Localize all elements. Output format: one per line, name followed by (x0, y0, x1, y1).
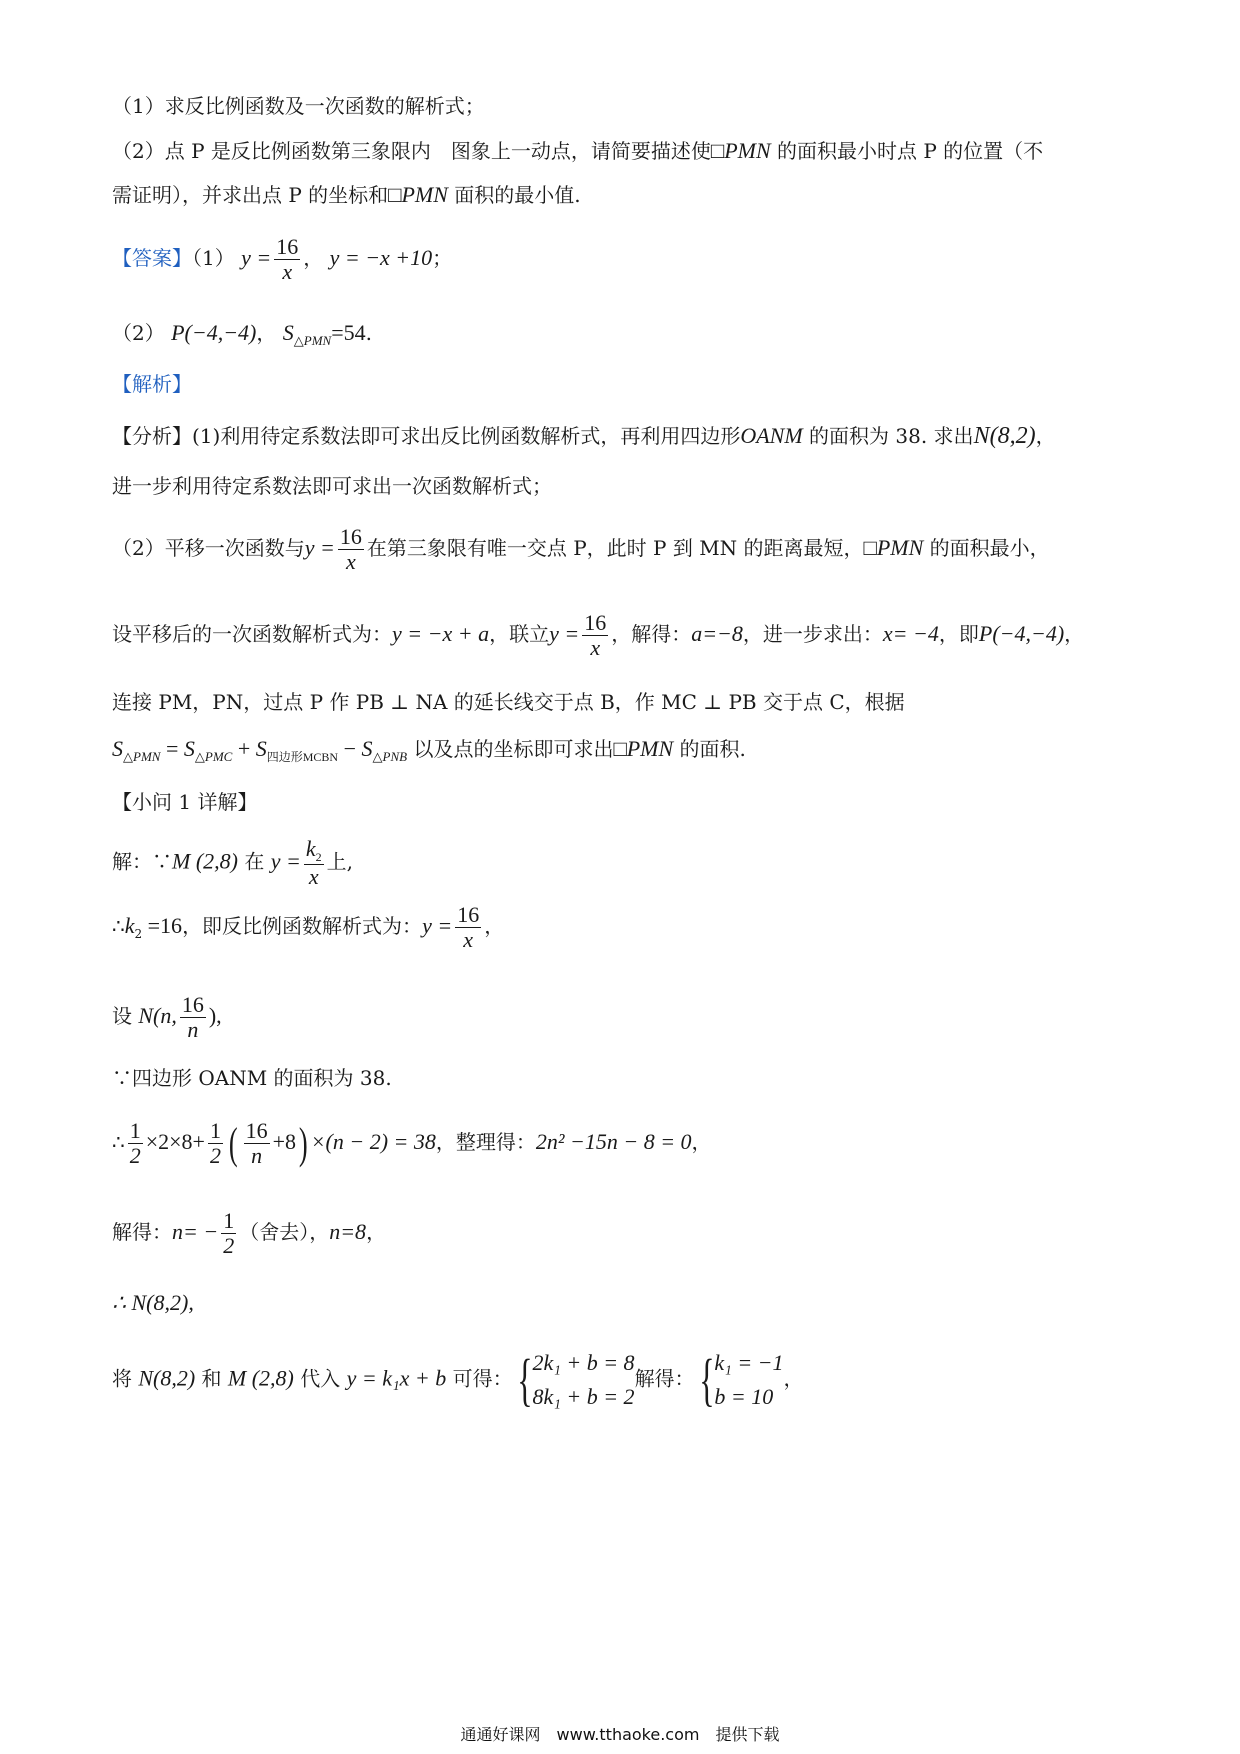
fenxi-line-2: 进一步利用待定系数法即可求出一次函数解析式； (112, 474, 552, 498)
s1-fraction: $\frac{k_2}{x}$ (305, 836, 322, 889)
pmn-symbol-2: □PMN (388, 182, 448, 207)
ans2-point: P(−4,−4) (171, 320, 257, 345)
solution-system: k₁ = −1 b = 10 (714, 1350, 784, 1409)
question-2-line-2 (112, 184, 581, 206)
s2-fraction: $\frac{16}{x}$ (457, 902, 480, 952)
ans1-y1: y = (241, 245, 272, 270)
step-8: 将 N(8,2) 和 M (2,8) 代入 y = k₁x + b 可得：{ 2k₁ + b = 8 8k₁ + b = 2 解得：{ k₁ = −1 b = 10 ， (112, 1347, 804, 1412)
ans2-area: $S_{\triangle PMN}=54$ (282, 320, 366, 348)
s3-fraction: $\frac{16}{n}$ (181, 992, 204, 1042)
answer-label: 【答案】 (112, 246, 192, 270)
analysis-label: 【解析】 (112, 372, 192, 396)
p3-fraction: $\frac{16}{x}$ (584, 610, 607, 660)
step-1: 解：∵M (2,8) 在 y = $\frac{k_2}{x}$ 上, (112, 836, 353, 889)
pmn-symbol: □PMN (710, 138, 771, 163)
question-1: （1）求反比例函数及一次函数的解析式； (112, 94, 485, 118)
s5-half-1: $\frac{1}{2}$ (129, 1118, 141, 1168)
q2-text-a: （2）点 P 是反比例函数第三象限内 图象上一动点，请简要描述使 (112, 139, 711, 163)
step-4: ∵四边形 OANM 的面积为 38. (112, 1066, 392, 1090)
q2-text-d: 面积的最小值. (447, 183, 581, 207)
part2-line-4: $S_{\triangle PMN} = S_{\triangle PMC} + S_{四边形MCBN} - S_{\triangle PNB}$ 以及点的坐标即可求出□PMN 的面积. (112, 736, 746, 764)
part2-line-3: 连接 PM，PN，过点 P 作 PB ⊥ NA 的延长线交于点 B，作 MC ⊥ PB 交于点 C，根据 (112, 690, 905, 714)
area-formula: $S_{\triangle PMN} = S_{\triangle PMC} + S_{四边形MCBN} - S_{\triangle PNB}$ (112, 736, 408, 764)
equation-system: 2k₁ + b = 8 8k₁ + b = 2 (532, 1350, 635, 1409)
ans1-fraction: $\frac{16}{x}$ (276, 234, 299, 284)
xiaowen-heading: 【小问 1 详解】 (112, 790, 258, 814)
part2-line-2: 设平移后的一次函数解析式为：y = −x + a，联立y = $\frac{16}{x}$ ，解得：a=−8，进一步求出：x= −4，即P(−4,−4)， (112, 610, 1085, 660)
step-7: ∴ N(8,2), (112, 1290, 194, 1315)
s5-half-2: $\frac{1}{2}$ (209, 1118, 221, 1168)
ans1-y2: y = −x +10 (329, 245, 433, 270)
fenxi-line-1: 【分析】(1)利用待定系数法即可求出反比例函数解析式，再利用四边形OANM 的面积为 38. 求出N(8,2)， (112, 423, 1056, 449)
question-2-line-1 (112, 140, 1043, 162)
answer-line-2: （2） P(−4,−4)， $S_{\triangle PMN}=54$. (112, 320, 372, 348)
q2-text-b: 的面积最小时点 P 的位置（不 (770, 139, 1044, 163)
answer-line-1: 【答案】（1） y = $\frac{16}{x}$ ， y = −x +10； (112, 234, 453, 284)
step-2: $\therefore k_2 =16$，即反比例函数解析式为：y = $\frac{16}{x}$ ， (112, 902, 505, 952)
q2-text-c: 需证明），并求出点 P 的坐标和 (112, 183, 389, 207)
p2-fraction: $\frac{16}{x}$ (339, 524, 362, 574)
s6-fraction: $\frac{1}{2}$ (223, 1208, 235, 1258)
footer: 通通好课网 www.tthaoke.com 提供下载 (460, 1725, 780, 1744)
step-3: 设 N(n, $\frac{16}{n}$ ), (112, 992, 222, 1042)
step-5: ∴ $\frac{1}{2}$ ×2×8+ $\frac{1}{2}$ ( $\frac{16}{n}$ +8) ×(n − 2) = 38，整理得：2n² −15n − 8 = 0， (112, 1118, 712, 1168)
part2-line-1: （2）平移一次函数与y = $\frac{16}{x}$ 在第三象限有唯一交点 P，此时 P 到 MN 的距离最短，□PMN 的面积最小， (112, 524, 1050, 574)
step-6: 解得：n= − $\frac{1}{2}$ （舍去），n=8， (112, 1208, 387, 1258)
s5-inner-fraction: $\frac{16}{n}$ (245, 1118, 268, 1168)
ans1-prefix: （1） (192, 246, 235, 270)
